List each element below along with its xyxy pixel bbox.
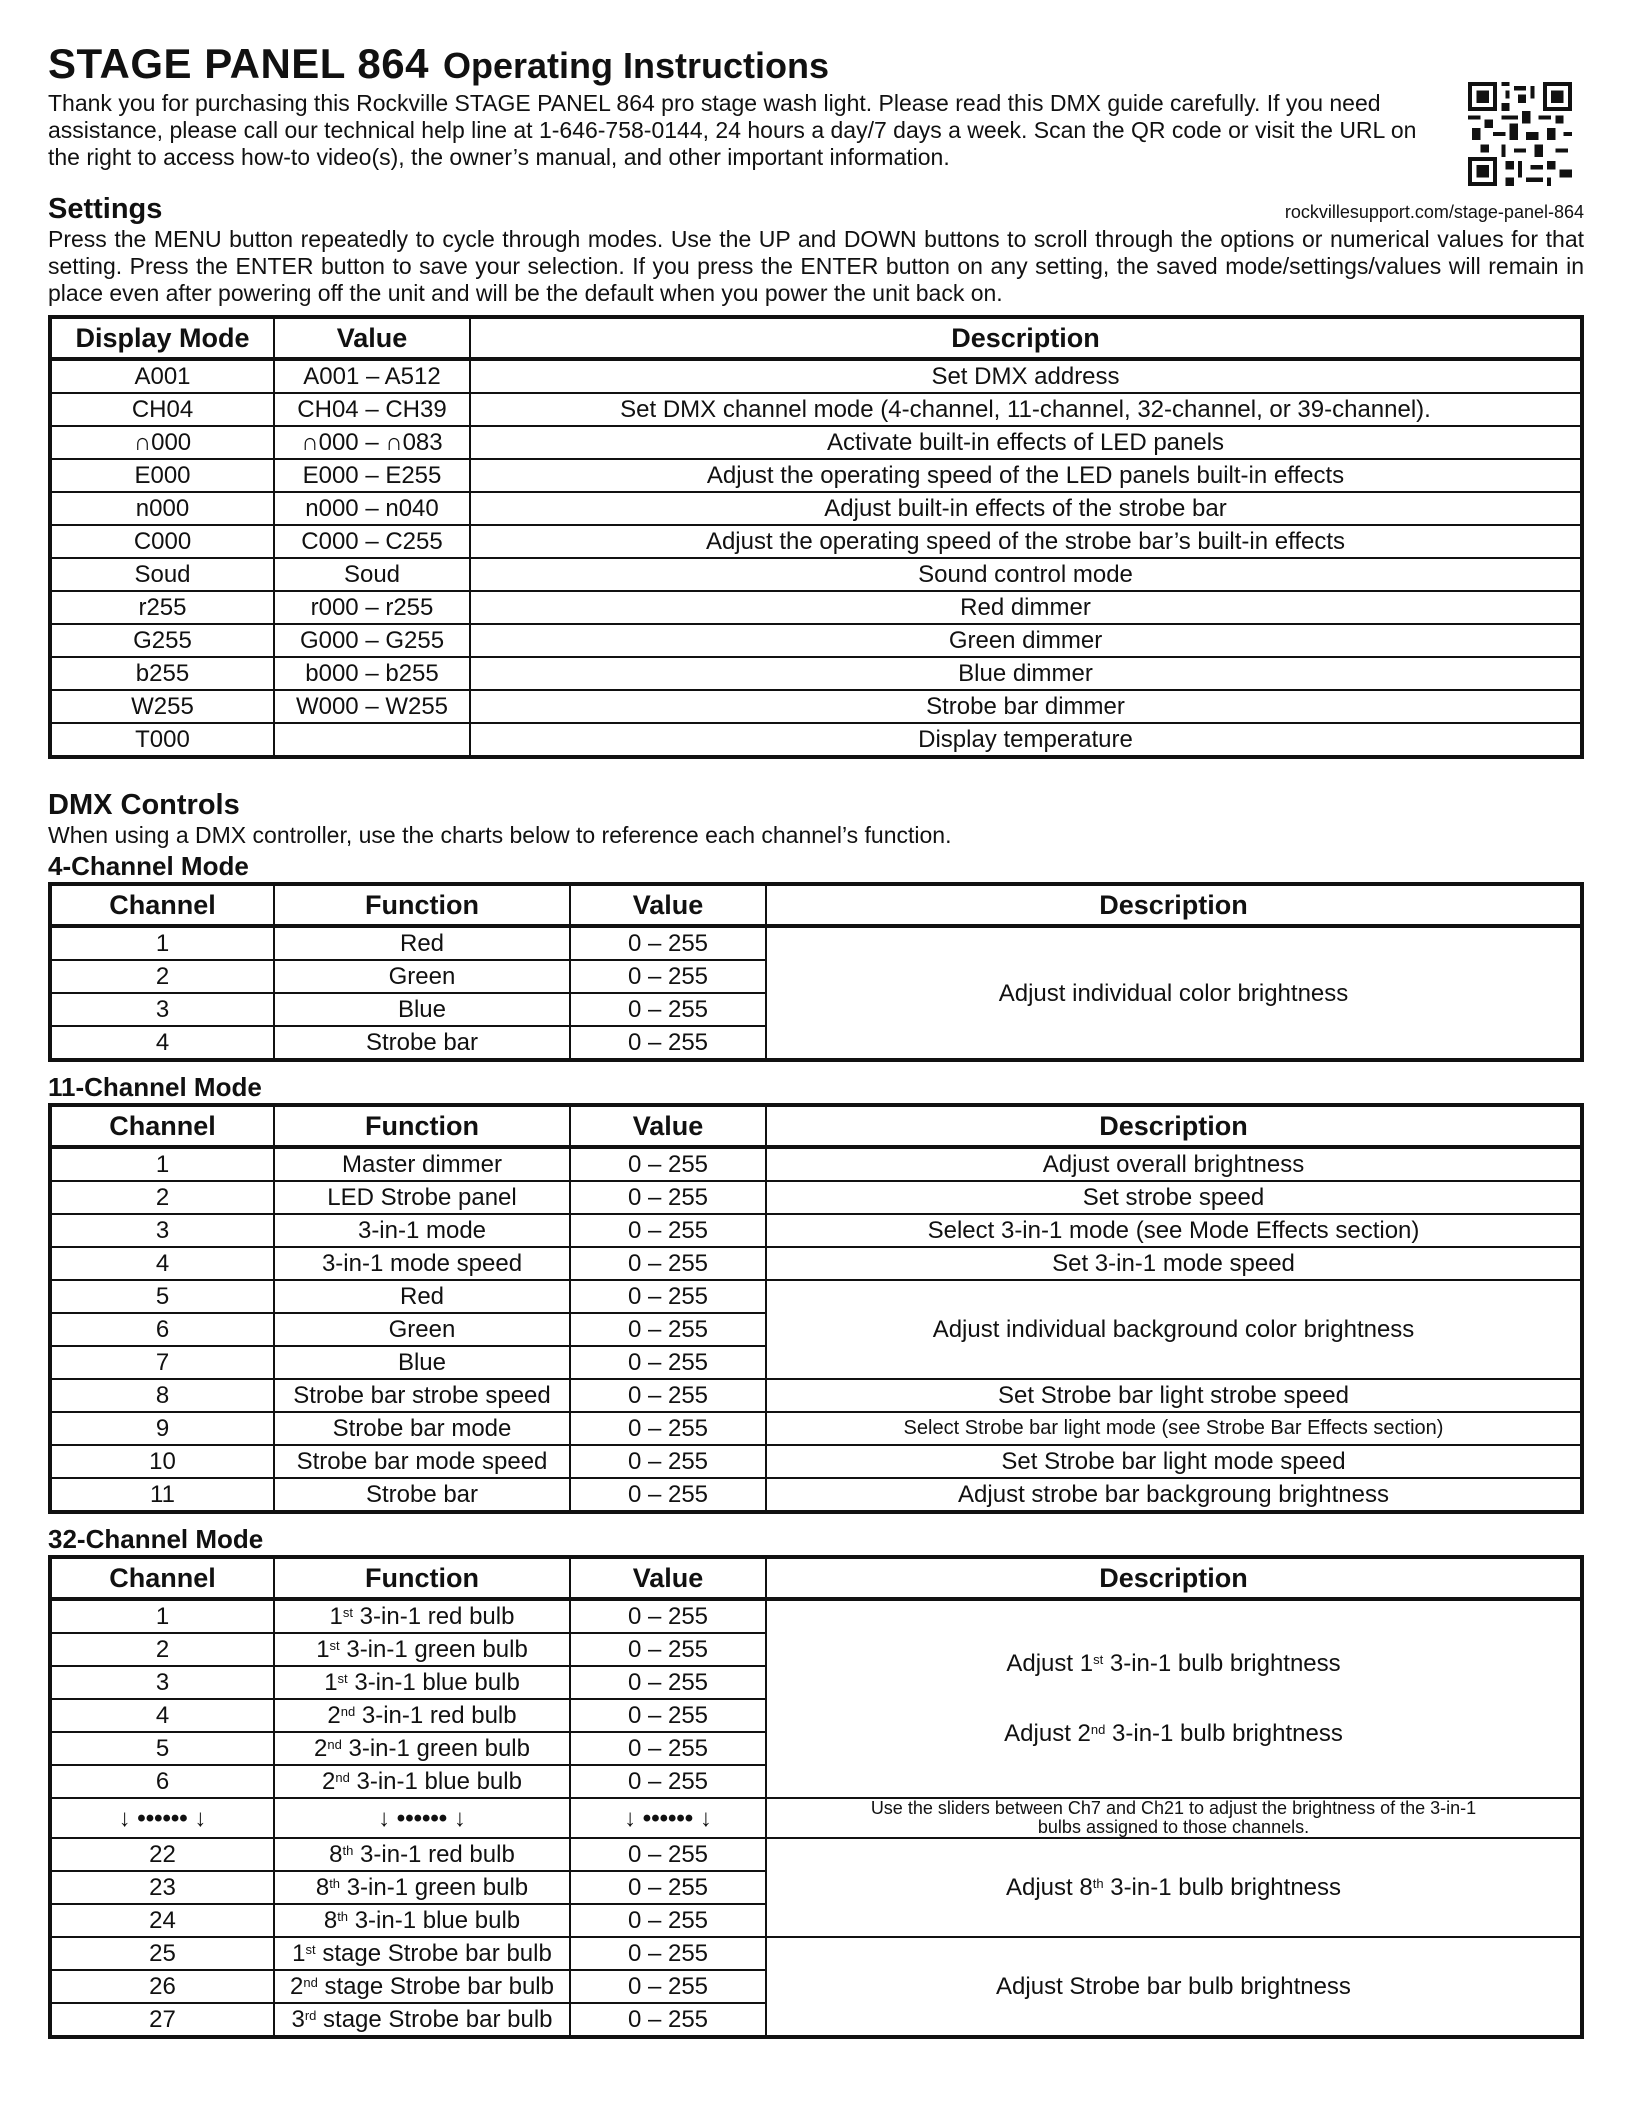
function-text: 3-in-1 green bulb xyxy=(339,1636,528,1663)
cell-function: Strobe bar mode xyxy=(274,1412,570,1445)
ordinal-number: 2 xyxy=(314,1735,328,1762)
cell-function xyxy=(274,1633,570,1666)
table-row xyxy=(50,1412,1582,1445)
cell-value: 0 – 255 xyxy=(570,926,766,960)
function-text: stage Strobe bar bulb xyxy=(317,1973,554,2000)
cell-value: 0 – 255 xyxy=(570,1181,766,1214)
cell-value: 0 – 255 xyxy=(570,1026,766,1060)
cell-description: Strobe bar dimmer xyxy=(470,690,1582,723)
mode4-table xyxy=(48,882,1584,1062)
cell-function: Green xyxy=(274,1313,570,1346)
cell-function: Red xyxy=(274,1280,570,1313)
cell-description: Adjust strobe bar backgroung brightness xyxy=(766,1478,1582,1512)
ordinal-number: 1 xyxy=(324,1669,338,1696)
cell-value: 0 – 255 xyxy=(570,1732,766,1765)
ordinal-suffix: st xyxy=(329,1638,340,1653)
ordinal-suffix: th xyxy=(342,1843,354,1858)
settings-paragraph: Press the MENU button repeatedly to cycle through modes. Use the UP and DOWN buttons to scroll through the options or numerical values for that setting. Press the ENTER button to save your selection. If you press the ENTER button on any setting, the saved mode/settings/values will remain in place even after powering off the unit and will be the default when you power the unit back on. xyxy=(48,226,1584,306)
column-header: Function xyxy=(274,884,570,926)
function-text: 3-in-1 red bulb xyxy=(355,1702,517,1729)
cell-function: Green xyxy=(274,960,570,993)
table-row xyxy=(50,926,1582,960)
cell-description: Adjust built-in effects of the strobe bar xyxy=(470,492,1582,525)
table-row xyxy=(50,1937,1582,1970)
cell-function: Strobe bar xyxy=(274,1478,570,1512)
cell-value: n000 – n040 xyxy=(274,492,470,525)
column-header: Description xyxy=(766,884,1582,926)
cell-function xyxy=(274,1970,570,2003)
cell-value: 0 – 255 xyxy=(570,1147,766,1181)
column-header: Display Mode xyxy=(50,317,274,359)
desc-text: Adjust 8 xyxy=(1005,1874,1093,1901)
cell-function: Strobe bar mode speed xyxy=(274,1445,570,1478)
ordinal-suffix: rd xyxy=(304,2008,317,2023)
column-header: Value xyxy=(570,1105,766,1147)
cell-value: b000 – b255 xyxy=(274,657,470,690)
table-row xyxy=(50,1478,1582,1512)
table-row xyxy=(50,558,1582,591)
table-row xyxy=(50,690,1582,723)
table-row xyxy=(50,1147,1582,1181)
table-row xyxy=(50,1379,1582,1412)
ordinal-number: 1 xyxy=(292,1940,306,1967)
table-row xyxy=(50,426,1582,459)
cell-value: 0 – 255 xyxy=(570,1445,766,1478)
cell-value: E000 – E255 xyxy=(274,459,470,492)
cell-function: Strobe bar xyxy=(274,1026,570,1060)
cell-function xyxy=(274,2003,570,2037)
column-header: Channel xyxy=(50,884,274,926)
cell-description xyxy=(766,1599,1582,1798)
cell-channel: 3 xyxy=(50,1214,274,1247)
cell-mode: b255 xyxy=(50,657,274,690)
cell-description: Set DMX address xyxy=(470,359,1582,393)
cell-description: Set 3-in-1 mode speed xyxy=(766,1247,1582,1280)
mode4-heading: 4-Channel Mode xyxy=(48,851,249,881)
column-header: Value xyxy=(570,1557,766,1599)
cell-value: ∩000 – ∩083 xyxy=(274,426,470,459)
cell-value: 0 – 255 xyxy=(570,1633,766,1666)
cell-value: 0 – 255 xyxy=(570,960,766,993)
cell-value: 0 – 255 xyxy=(570,1379,766,1412)
cell-value: 0 – 255 xyxy=(570,1765,766,1798)
cell-channel: 4 xyxy=(50,1699,274,1732)
support-url[interactable]: rockvillesupport.com/stage-panel-864 xyxy=(1284,202,1584,222)
cell-channel: 2 xyxy=(50,960,274,993)
cell-value: 0 – 255 xyxy=(570,993,766,1026)
ordinal-number: 2 xyxy=(290,1973,304,2000)
desc-text: 3-in-1 bulb brightness xyxy=(1105,1720,1343,1747)
cell-value: 0 – 255 xyxy=(570,1313,766,1346)
column-header: Function xyxy=(274,1557,570,1599)
cell-channel: 10 xyxy=(50,1445,274,1478)
ordinal-suffix: th xyxy=(337,1909,349,1924)
cell-function xyxy=(274,1599,570,1633)
cell-description: Adjust Strobe bar bulb brightness xyxy=(766,1937,1582,2037)
cell-value: 0 – 255 xyxy=(570,1412,766,1445)
cell-value: W000 – W255 xyxy=(274,690,470,723)
cell-channel: 6 xyxy=(50,1765,274,1798)
cell-function: 3-in-1 mode xyxy=(274,1214,570,1247)
cell-channel: 1 xyxy=(50,926,274,960)
desc-text: 3-in-1 bulb brightness xyxy=(1103,1874,1342,1901)
cell-function: Strobe bar strobe speed xyxy=(274,1379,570,1412)
cell-description: Adjust individual background color brightness xyxy=(766,1280,1582,1379)
cell-function xyxy=(274,1937,570,1970)
column-header: Value xyxy=(274,317,470,359)
cell-value: r000 – r255 xyxy=(274,591,470,624)
cell-channel: 11 xyxy=(50,1478,274,1512)
cell-channel: 4 xyxy=(50,1026,274,1060)
function-text: 3-in-1 blue bulb xyxy=(349,1768,522,1795)
cell-function: 3-in-1 mode speed xyxy=(274,1247,570,1280)
cell-function: Blue xyxy=(274,1346,570,1379)
table-row xyxy=(50,1445,1582,1478)
cell-channel: 2 xyxy=(50,1633,274,1666)
cell-channel: 6 xyxy=(50,1313,274,1346)
mode32-table xyxy=(48,1555,1584,2039)
ordinal-number: 2 xyxy=(322,1768,336,1795)
cell-description xyxy=(766,1838,1582,1937)
column-header: Function xyxy=(274,1105,570,1147)
cell-mode: C000 xyxy=(50,525,274,558)
mode32-heading: 32-Channel Mode xyxy=(48,1524,264,1554)
ordinal-number: 1 xyxy=(329,1603,343,1630)
cell-function: Blue xyxy=(274,993,570,1026)
cell-channel: 1 xyxy=(50,1147,274,1181)
ordinal-suffix: st xyxy=(342,1605,354,1620)
desc-first-bulb xyxy=(767,1629,1580,1699)
cell-mode: A001 xyxy=(50,359,274,393)
cell-value: 0 – 255 xyxy=(570,1838,766,1871)
cell-channel: 1 xyxy=(50,1599,274,1633)
table-row xyxy=(50,624,1582,657)
cell-channel: 27 xyxy=(50,2003,274,2037)
cell-channel: 26 xyxy=(50,1970,274,2003)
column-header: Description xyxy=(766,1105,1582,1147)
ordinal-number: 1 xyxy=(316,1636,330,1663)
cell-channel: 3 xyxy=(50,993,274,1026)
column-header: Channel xyxy=(50,1105,274,1147)
cell-channel: 5 xyxy=(50,1280,274,1313)
qr-code-icon[interactable] xyxy=(1468,82,1572,186)
function-text: 3-in-1 blue bulb xyxy=(348,1907,521,1934)
page-title: STAGE PANEL 864 xyxy=(48,40,429,87)
cell-channel: 25 xyxy=(50,1937,274,1970)
intro-text: Thank you for purchasing this Rockville STAGE PANEL 864 pro stage wash light. Please read this DMX guide carefully. If you need assistance, please call our technical help line at 1-646-758-0144, 24 hours a day/7 days a week. Scan the QR code or visit the URL on the right to access how-to video(s), the owner’s manual, and other important information. xyxy=(48,90,1417,170)
cell-value xyxy=(274,723,470,757)
cell-value: 0 – 255 xyxy=(570,1666,766,1699)
cell-description: Blue dimmer xyxy=(470,657,1582,690)
cell-value: G000 – G255 xyxy=(274,624,470,657)
ordinal-number: 3 xyxy=(291,2006,305,2033)
ordinal-suffix: nd xyxy=(335,1770,350,1785)
cell-channel: 2 xyxy=(50,1181,274,1214)
function-text: 3-in-1 red bulb xyxy=(353,1841,515,1868)
table-row xyxy=(50,525,1582,558)
ellipsis-arrows: ↓ •••••• ↓ xyxy=(570,1798,766,1838)
cell-mode: CH04 xyxy=(50,393,274,426)
cell-channel: 5 xyxy=(50,1732,274,1765)
function-text: stage Strobe bar bulb xyxy=(315,1940,552,1967)
cell-function xyxy=(274,1871,570,1904)
cell-value: 0 – 255 xyxy=(570,1937,766,1970)
table-row xyxy=(50,1280,1582,1313)
cell-function: Red xyxy=(274,926,570,960)
ordinal-suffix: st xyxy=(337,1671,348,1686)
ordinal-suffix: st xyxy=(1093,1652,1104,1667)
cell-value: 0 – 255 xyxy=(570,2003,766,2037)
settings-header xyxy=(48,193,1584,226)
cell-description: Set Strobe bar light strobe speed xyxy=(766,1379,1582,1412)
cell-description: Adjust individual color brightness xyxy=(766,926,1582,1060)
table-row xyxy=(50,393,1582,426)
cell-mode: G255 xyxy=(50,624,274,657)
function-text: stage Strobe bar bulb xyxy=(316,2006,553,2033)
cell-mode: T000 xyxy=(50,723,274,757)
cell-description: Adjust the operating speed of the strobe bar’s built-in effects xyxy=(470,525,1582,558)
function-text: 3-in-1 green bulb xyxy=(341,1735,530,1762)
ellipsis-arrows: ↓ •••••• ↓ xyxy=(50,1798,274,1838)
ordinal-number: 8 xyxy=(323,1907,338,1934)
cell-mode: E000 xyxy=(50,459,274,492)
cell-description: Use the sliders between Ch7 and Ch21 to adjust the brightness of the 3-in-1 bulbs assigned to those channels. xyxy=(766,1798,1582,1838)
table-row xyxy=(50,1838,1582,1871)
cell-channel: 23 xyxy=(50,1871,274,1904)
cell-value: 0 – 255 xyxy=(570,1904,766,1937)
cell-description: Red dimmer xyxy=(470,591,1582,624)
page xyxy=(48,40,1584,2039)
cell-description: Set Strobe bar light mode speed xyxy=(766,1445,1582,1478)
cell-description: Set DMX channel mode (4-channel, 11-channel, 32-channel, or 39-channel). xyxy=(470,393,1582,426)
cell-value: 0 – 255 xyxy=(570,1478,766,1512)
ordinal-number: 8 xyxy=(315,1874,330,1901)
cell-description: Set strobe speed xyxy=(766,1181,1582,1214)
cell-value: 0 – 255 xyxy=(570,1280,766,1313)
cell-value: 0 – 255 xyxy=(570,1970,766,2003)
cell-value: CH04 – CH39 xyxy=(274,393,470,426)
cell-mode: Soud xyxy=(50,558,274,591)
cell-description: Select Strobe bar light mode (see Strobe Bar Effects section) xyxy=(766,1412,1582,1445)
table-row xyxy=(50,591,1582,624)
page-subtitle: Operating Instructions xyxy=(442,45,829,86)
column-header: Description xyxy=(766,1557,1582,1599)
dmx-intro: When using a DMX controller, use the charts below to reference each channel’s function. xyxy=(48,822,952,848)
mode11-heading: 11-Channel Mode xyxy=(48,1072,262,1102)
cell-description: Activate built-in effects of LED panels xyxy=(470,426,1582,459)
column-header: Channel xyxy=(50,1557,274,1599)
cell-value: 0 – 255 xyxy=(570,1346,766,1379)
cell-function xyxy=(274,1666,570,1699)
column-header: Description xyxy=(470,317,1582,359)
ordinal-suffix: nd xyxy=(1090,1722,1106,1737)
title-row xyxy=(48,40,1584,88)
cell-mode: W255 xyxy=(50,690,274,723)
cell-mode: ∩000 xyxy=(50,426,274,459)
cell-value: 0 – 255 xyxy=(570,1214,766,1247)
cell-function xyxy=(274,1765,570,1798)
table-row xyxy=(50,359,1582,393)
cell-value: Soud xyxy=(274,558,470,591)
table-row xyxy=(50,1181,1582,1214)
table-row xyxy=(50,1599,1582,1633)
ordinal-suffix: th xyxy=(1092,1876,1104,1891)
cell-channel: 24 xyxy=(50,1904,274,1937)
column-header: Value xyxy=(570,884,766,926)
cell-description: Green dimmer xyxy=(470,624,1582,657)
function-text: 3-in-1 green bulb xyxy=(340,1874,529,1901)
cell-channel: 7 xyxy=(50,1346,274,1379)
cell-value: 0 – 255 xyxy=(570,1599,766,1633)
settings-heading: Settings xyxy=(48,193,163,225)
table-row-ellipsis xyxy=(50,1798,1582,1838)
cell-value: 0 – 255 xyxy=(570,1871,766,1904)
cell-value: A001 – A512 xyxy=(274,359,470,393)
dmx-heading: DMX Controls xyxy=(48,789,240,821)
table-row xyxy=(50,492,1582,525)
desc-text: Adjust 2 xyxy=(1004,1720,1091,1747)
cell-function xyxy=(274,1699,570,1732)
cell-function: LED Strobe panel xyxy=(274,1181,570,1214)
function-text: 3-in-1 blue bulb xyxy=(347,1669,520,1696)
desc-text: Adjust 1 xyxy=(1006,1650,1094,1677)
cell-value: 0 – 255 xyxy=(570,1247,766,1280)
ordinal-suffix: th xyxy=(329,1876,341,1891)
table-row xyxy=(50,1247,1582,1280)
cell-function xyxy=(274,1904,570,1937)
cell-value: 0 – 255 xyxy=(570,1699,766,1732)
function-text: 3-in-1 red bulb xyxy=(353,1603,515,1630)
cell-channel: 9 xyxy=(50,1412,274,1445)
cell-function: Master dimmer xyxy=(274,1147,570,1181)
cell-function xyxy=(274,1838,570,1871)
table-row xyxy=(50,657,1582,690)
desc-text: 3-in-1 bulb brightness xyxy=(1103,1650,1341,1677)
cell-value: C000 – C255 xyxy=(274,525,470,558)
settings-table xyxy=(48,315,1584,759)
desc-second-bulb xyxy=(767,1699,1580,1769)
cell-function xyxy=(274,1732,570,1765)
mode11-table xyxy=(48,1103,1584,1514)
ordinal-suffix: st xyxy=(305,1942,316,1957)
table-row xyxy=(50,723,1582,757)
ordinal-suffix: nd xyxy=(327,1737,342,1752)
cell-description: Adjust the operating speed of the LED panels built-in effects xyxy=(470,459,1582,492)
cell-channel: 22 xyxy=(50,1838,274,1871)
table-row xyxy=(50,459,1582,492)
ordinal-suffix: nd xyxy=(303,1975,318,1990)
cell-description: Select 3-in-1 mode (see Mode Effects section) xyxy=(766,1214,1582,1247)
cell-mode: n000 xyxy=(50,492,274,525)
ellipsis-arrows: ↓ •••••• ↓ xyxy=(274,1798,570,1838)
cell-channel: 3 xyxy=(50,1666,274,1699)
cell-description: Display temperature xyxy=(470,723,1582,757)
ordinal-suffix: nd xyxy=(340,1704,356,1719)
table-row xyxy=(50,1214,1582,1247)
ordinal-number: 2 xyxy=(327,1702,341,1729)
cell-channel: 8 xyxy=(50,1379,274,1412)
cell-description: Sound control mode xyxy=(470,558,1582,591)
cell-channel: 4 xyxy=(50,1247,274,1280)
ordinal-number: 8 xyxy=(329,1841,343,1868)
cell-description: Adjust overall brightness xyxy=(766,1147,1582,1181)
cell-mode: r255 xyxy=(50,591,274,624)
